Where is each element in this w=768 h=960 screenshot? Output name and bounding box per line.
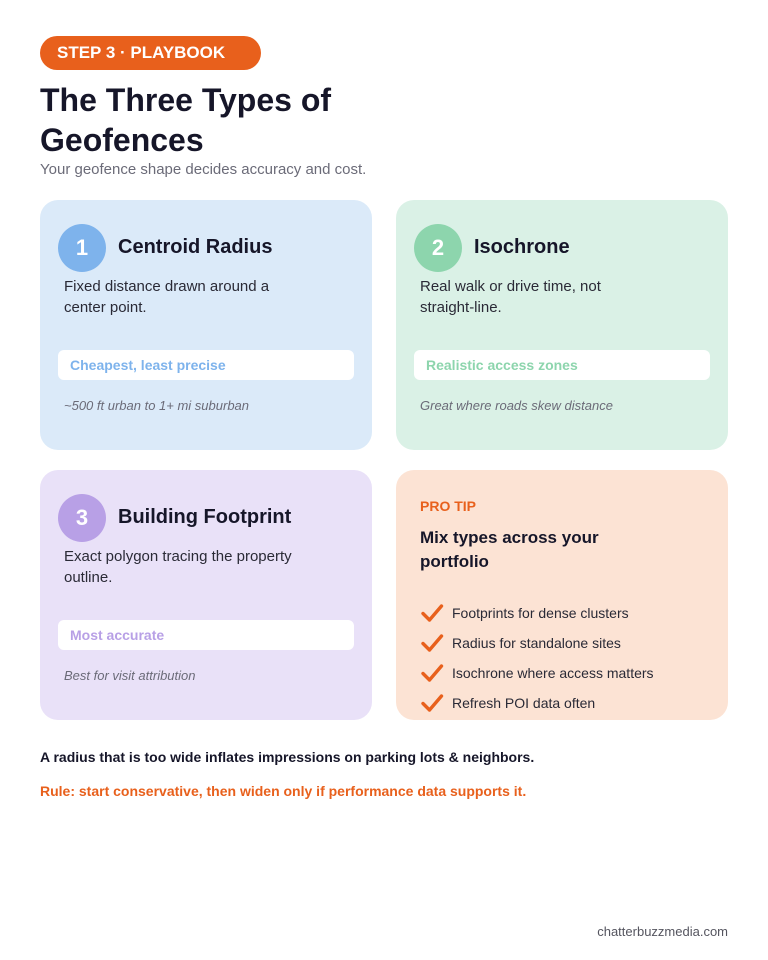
footer-url: chatterbuzzmedia.com [597,924,728,939]
pro-tip-card [396,470,728,720]
card-number-badge: 2 [414,224,462,272]
card-note: ~500 ft urban to 1+ mi suburban [64,398,250,413]
card-centroid-radius [40,200,372,450]
page-subtitle: Your geofence shape decides accuracy and cost. [40,161,367,178]
list-item-text: Radius for standalone sites [452,635,621,651]
card-description: Exact polygon tracing the property outline. [64,548,292,586]
card-title: Isochrone [474,236,570,258]
list-item [420,598,654,628]
list-item [420,628,654,658]
list-item [420,688,654,718]
check-icon [420,631,444,655]
page-title: The Three Types of Geofences [40,82,332,158]
card-description: Real walk or drive time, not straight-line. [420,278,601,316]
list-item-text: Footprints for dense clusters [452,605,629,621]
pro-tip-list [420,598,654,718]
check-icon [420,661,444,685]
card-number-badge: 3 [58,494,106,542]
check-icon [420,601,444,625]
card-note: Best for visit attribution [64,668,196,683]
list-item-text: Isochrone where access matters [452,665,654,681]
step-badge: STEP 3 · PLAYBOOK [40,36,261,70]
list-item [420,658,654,688]
pro-tip-title: Mix types across your portfolio [420,528,599,571]
warning-text: A radius that is too wide inflates impressions on parking lots & neighbors. [40,749,535,765]
card-title: Centroid Radius [118,236,273,258]
card-highlight: Cheapest, least precise [58,350,354,380]
card-isochrone [396,200,728,450]
card-building-footprint [40,470,372,720]
card-highlight: Realistic access zones [414,350,710,380]
card-title: Building Footprint [118,506,292,528]
check-icon [420,691,444,715]
card-number-badge: 1 [58,224,106,272]
rule-text: Rule: start conservative, then widen only if performance data supports it. [40,783,527,799]
list-item-text: Refresh POI data often [452,695,596,711]
card-note: Great where roads skew distance [420,398,613,413]
card-description: Fixed distance drawn around a center point. [64,278,270,316]
pro-tip-label: PRO TIP [420,498,477,514]
card-highlight: Most accurate [58,620,354,650]
